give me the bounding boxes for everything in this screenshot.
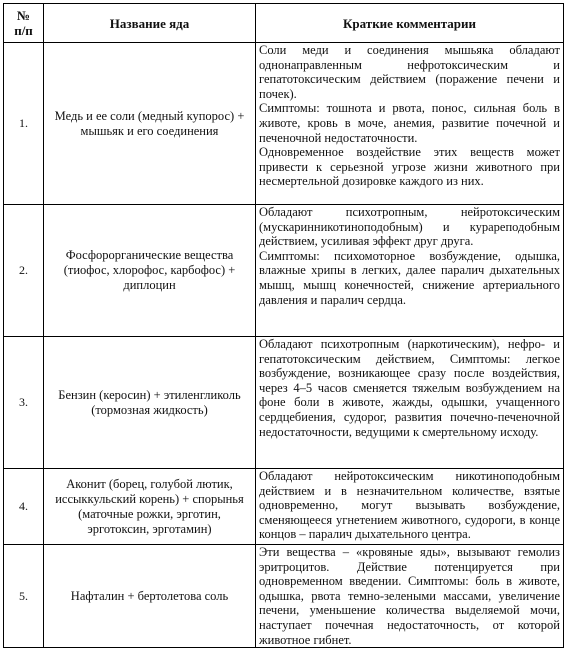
poison-table [3, 3, 564, 648]
header-comment: Краткие комментарии [256, 4, 564, 43]
header-name: Название яда [44, 4, 256, 43]
header-num-label: № п/п [14, 8, 33, 38]
comment-paragraph: Обладают нейротоксическим никотиноподобным действием и в незначительном количестве, взятые одновременно, могут вызывать возбуждение, сменяющееся угнетением животного, судороги, в конце концов – паралич дыхательного центра. [259, 469, 560, 542]
comment-paragraph: Симптомы: психомоторное возбуждение, одышка, влажные хрипы в легких, далее паралич дыхательных мышц, мышц конечностей, снижение артериального давления и паралич сердца. [259, 248, 560, 307]
poison-name: Бензин (керосин) + этиленгликоль (тормозная жидкость) [44, 337, 256, 469]
poison-comment [256, 545, 564, 648]
poison-comment [256, 469, 564, 545]
poison-name: Медь и ее соли (медный купорос) + мышьяк и его соединения [44, 43, 256, 205]
comment-paragraph: Эти вещества – «кровяные яды», вызывают гемолиз эритроцитов. Действие потенцируется при одновременном введении. Симптомы: боль в животе, одышка, рвота темно-зелеными массами, увеличение печени, уменьшение количества выделяемой мочи, наступает почечная недостаточность, от которой животное гибнет. [259, 545, 560, 647]
comment-paragraph: Обладают психотропным, нейротоксическим (мускаринникотиноподобным) и курареподобным действием, усиливая эффект друг друга. [259, 205, 560, 249]
poison-name: Аконит (борец, голубой лютик, иссыккульский корень) + спорынья (маточные рожки, эрготин, эрготоксин, эрготамин) [44, 469, 256, 545]
poison-name: Фосфорорганические вещества (тиофос, хлорофос, карбофос) + диплоцин [44, 205, 256, 337]
row-number: 1. [4, 43, 44, 205]
comment-paragraph: Соли меди и соединения мышьяка обладают однонаправленным нефротоксическим и гепатотоксическим действием (поражение печени и почек). [259, 43, 560, 101]
table-row [4, 469, 564, 545]
table-row [4, 205, 564, 337]
row-number: 5. [4, 545, 44, 648]
poison-name: Нафталин + бертолетова соль [44, 545, 256, 648]
table-row [4, 545, 564, 648]
header-num [4, 4, 44, 43]
poison-comment [256, 43, 564, 205]
row-number: 4. [4, 469, 44, 545]
poison-comment [256, 205, 564, 337]
row-number: 2. [4, 205, 44, 337]
comment-paragraph: Обладают психотропным (наркотическим), нефро- и гепатотоксическим действием, Симптомы: легкое возбуждение, возникающее сразу после воздействия, через 4–5 часов сменяется тяжелым возбуждением на фоне боли в животе, жажды, одышки, учащенного сердцебиения, судорог, развития почечно-печеночной недостаточности, ведущими к смертельному исходу. [259, 337, 560, 439]
poison-comment [256, 337, 564, 469]
comment-paragraph: Одновременное воздействие этих веществ может привести к серьезной угрозе жизни животного при несмертельной дозировке каждого из них. [259, 145, 560, 189]
table-header-row [4, 4, 564, 43]
comment-paragraph: Симптомы: тошнота и рвота, понос, сильная боль в животе, кровь в моче, анемия, развитие почечной и печеночной недостаточности. [259, 101, 560, 145]
table-row [4, 337, 564, 469]
row-number: 3. [4, 337, 44, 469]
table-row [4, 43, 564, 205]
document-page [3, 3, 563, 648]
